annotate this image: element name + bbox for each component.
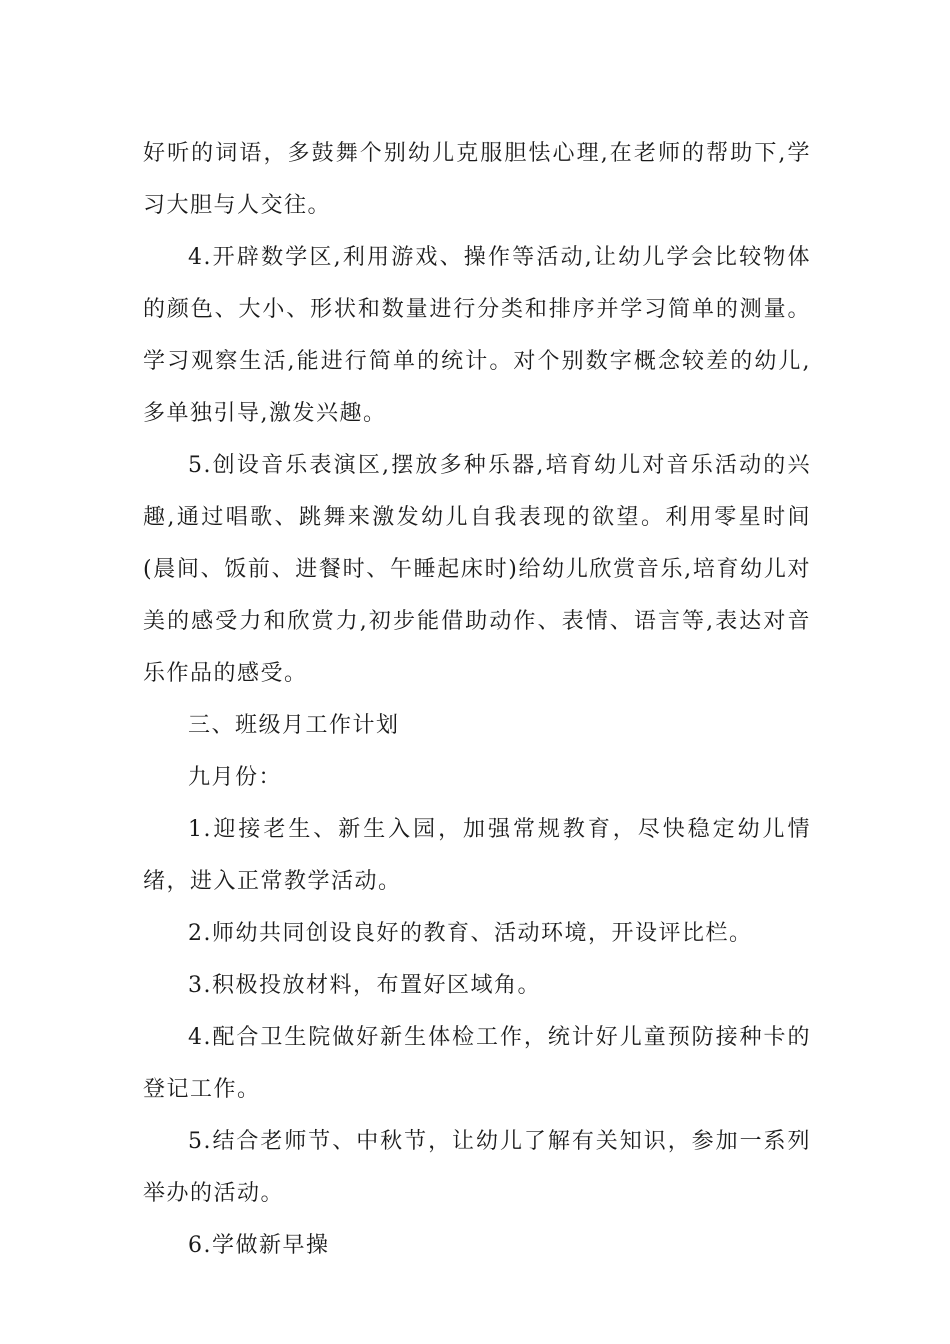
plan-item-2: 2.师幼共同创设良好的教育、活动环境，开设评比栏。 xyxy=(188,921,753,946)
paragraph-continuation: 好听的词语，多鼓舞个别幼儿克服胆怯心理,在老师的帮助下,学习大胆与人交往。 xyxy=(143,141,811,218)
plan-item-6: 6.学做新早操 xyxy=(188,1233,330,1258)
document-body xyxy=(143,128,811,1272)
plan-item-1: 1.迎接老生、新生入园，加强常规教育，尽快稳定幼儿情绪，进入正常教学活动。 xyxy=(143,817,811,894)
month-heading-september: 九月份： xyxy=(188,765,283,790)
paragraph-music-area: 5.创设音乐表演区,摆放多种乐器,培育幼儿对音乐活动的兴趣,通过唱歌、跳舞来激发幼儿自我表现的欲望。利用零星时间(晨间、饭前、进餐时、午睡起床时)给幼儿欣赏音乐,培育幼儿对美的感受力和欣赏力,初步能借助动作、表情、语言等,表达对音乐作品的感受。 xyxy=(143,453,811,686)
paragraph-math-area: 4.开辟数学区,利用游戏、操作等活动,让幼儿学会比较物体的颜色、大小、形状和数量进行分类和排序并学习简单的测量。学习观察生活,能进行简单的统计。对个别数字概念较差的幼儿,多单独引导,激发兴趣。 xyxy=(143,245,811,426)
section-heading-monthly-plan: 三、班级月工作计划 xyxy=(188,713,400,738)
plan-item-5: 5.结合老师节、中秋节，让幼儿了解有关知识，参加一系列举办的活动。 xyxy=(143,1129,811,1206)
plan-item-4: 4.配合卫生院做好新生体检工作，统计好儿童预防接种卡的登记工作。 xyxy=(143,1025,811,1102)
plan-item-3: 3.积极投放材料，布置好区域角。 xyxy=(188,973,541,998)
